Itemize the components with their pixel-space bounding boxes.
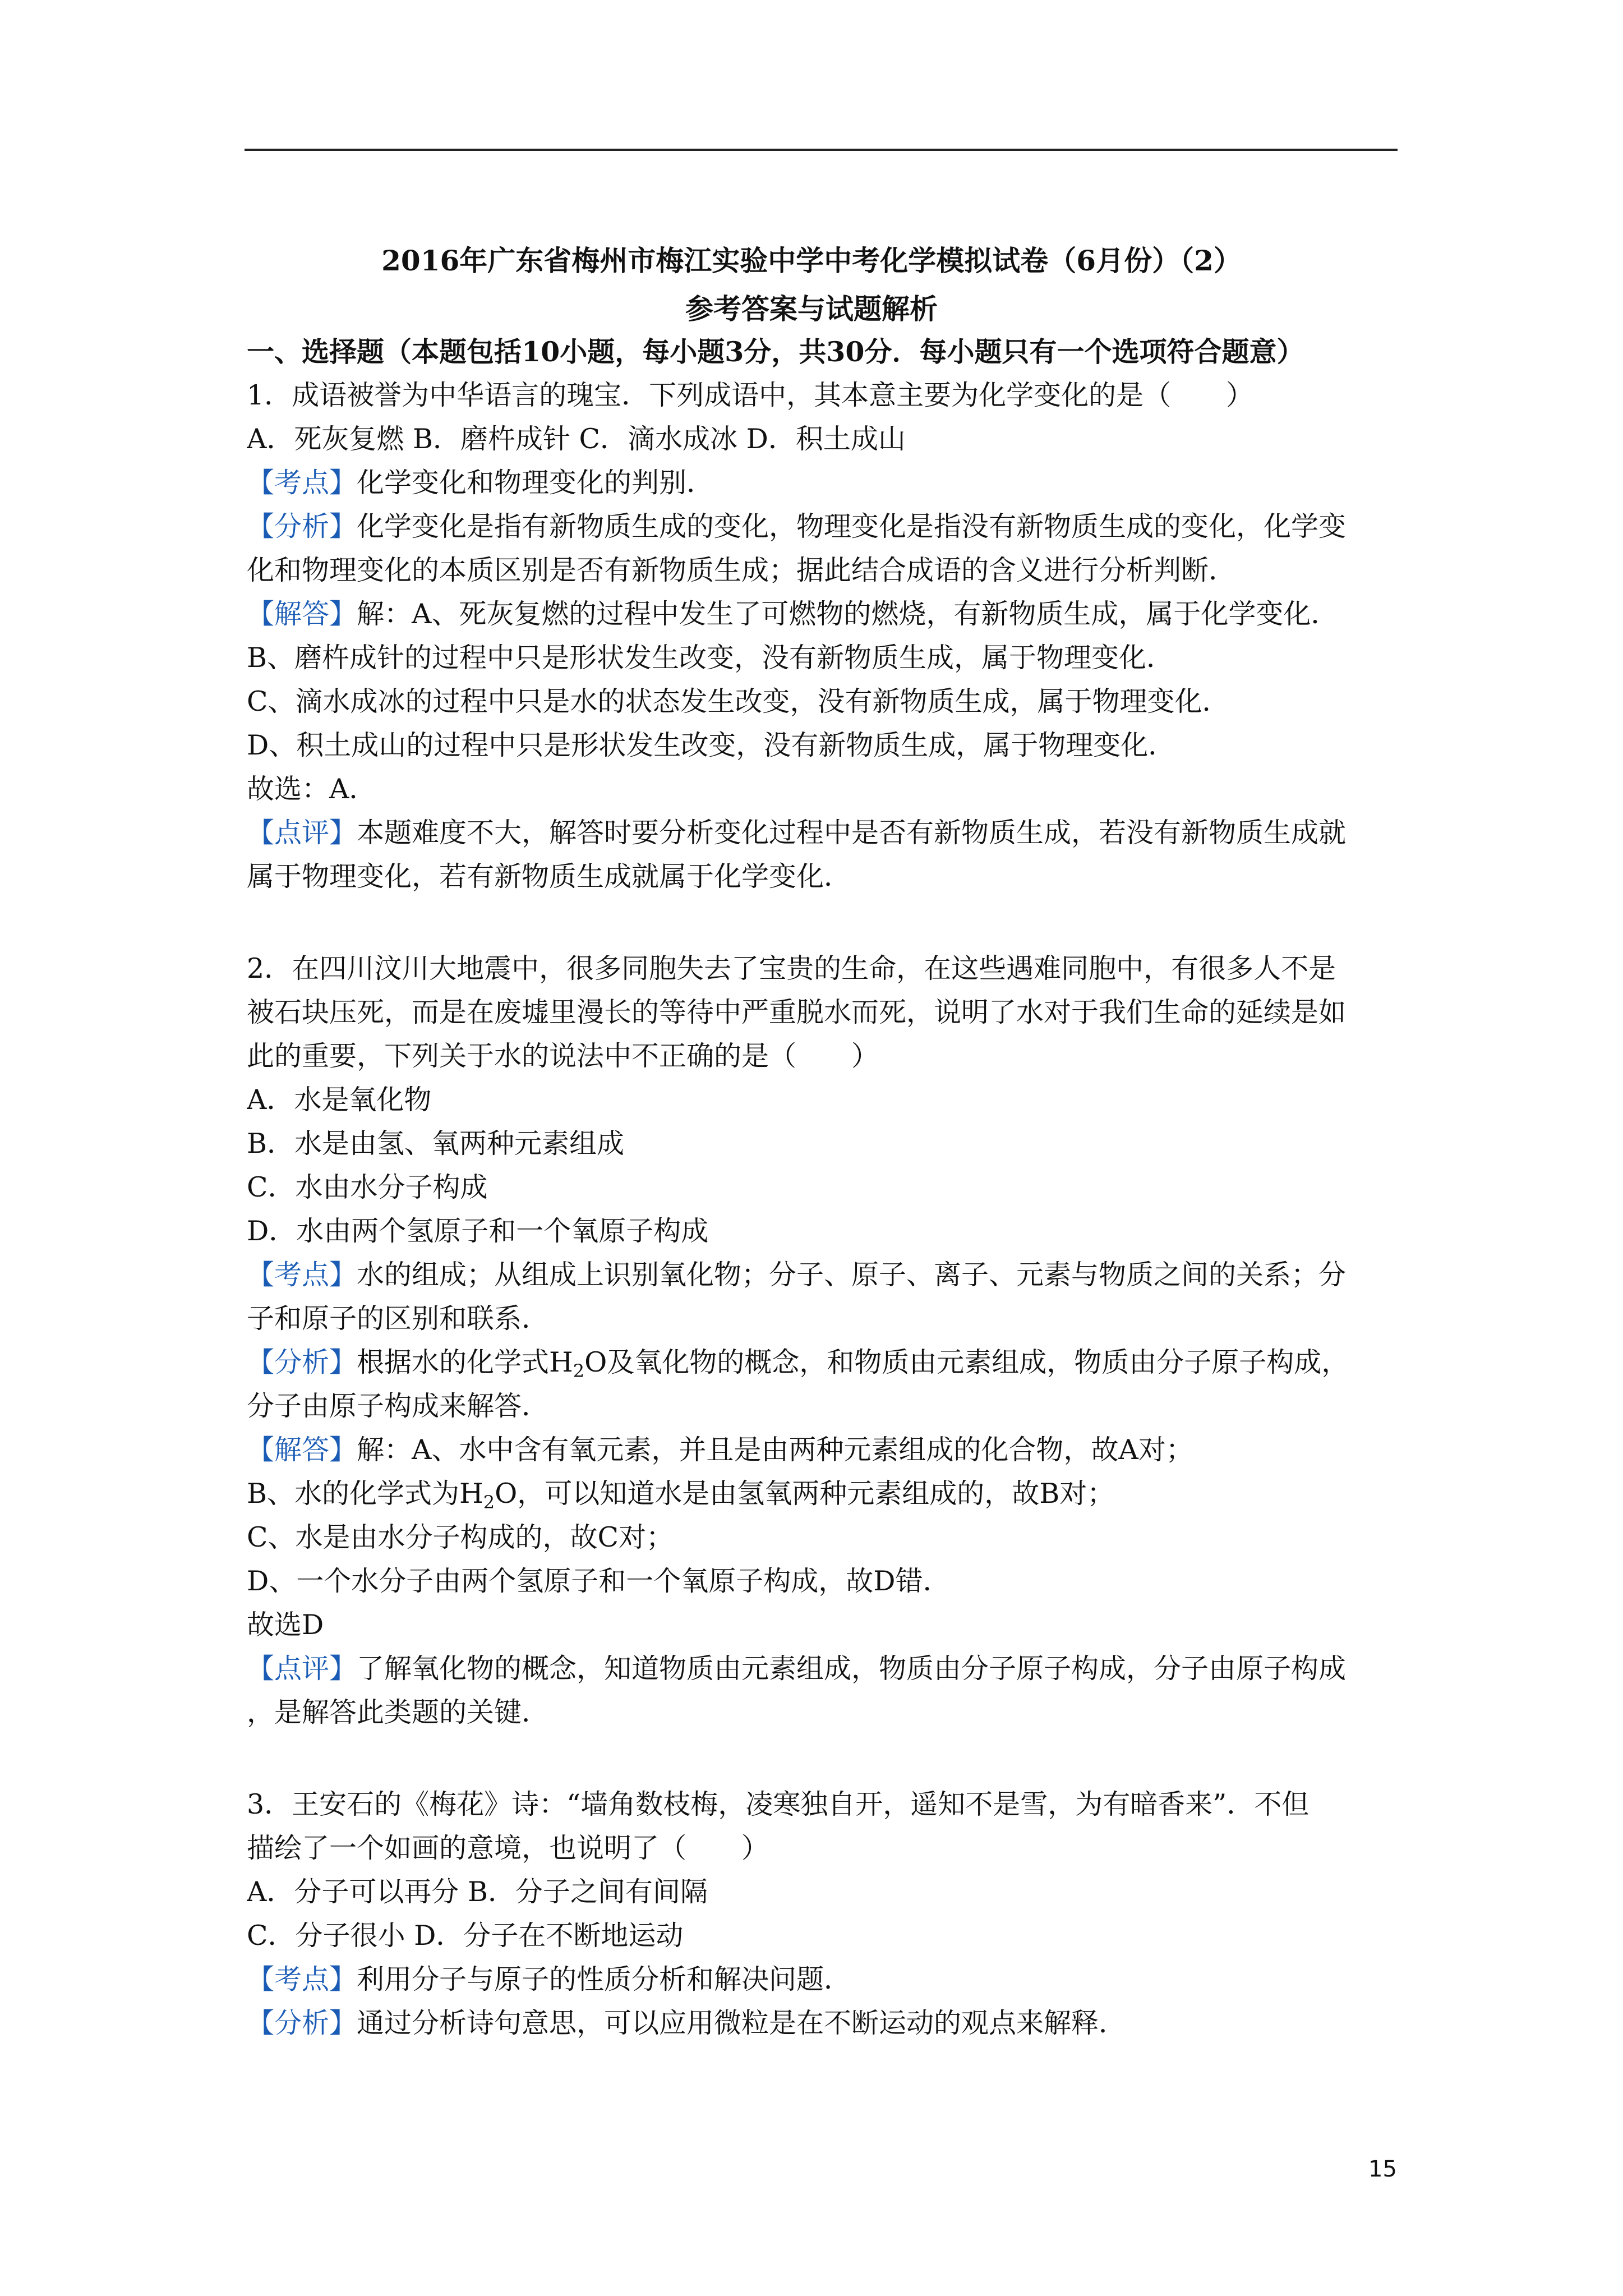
q2-option-c: C．水由水分子构成	[247, 1171, 488, 1203]
subscript-2: 2	[573, 1360, 585, 1382]
q3-fenxi	[247, 2001, 1396, 2045]
q3-kaodian-text: 利用分子与原子的性质分析和解决问题．	[357, 1963, 852, 1995]
q2-jieda-c: C、水是由水分子构成的，故C对；	[247, 1521, 674, 1553]
q2-dianping	[247, 1647, 1396, 1691]
dianping-tag: 【点评】	[247, 1653, 357, 1685]
q3-options-1: A．分子可以再分 B．分子之间有间隔	[247, 1876, 708, 1908]
q2-option-d: D．水由两个氢原子和一个氧原子构成	[247, 1215, 709, 1247]
kaodian-tag: 【考点】	[247, 467, 357, 499]
q1-fenxi-cont: 化和物理变化的本质区别是否有新物质生成；据此结合成语的含义进行分析判断．	[247, 554, 1237, 586]
page-subtitle: 参考答案与试题解析	[685, 292, 938, 325]
q1-kaodian-text: 化学变化和物理变化的判别．	[357, 467, 714, 499]
q3-fenxi-text: 通过分析诗句意思，可以应用微粒是在不断运动的观点来解释．	[357, 2007, 1127, 2039]
q2-kaodian-text: 水的组成；从组成上识别氧化物；分子、原子、离子、元素与物质之间的关系；分	[357, 1259, 1347, 1291]
q2-jieda-b-c: O，可以知道水是由氢氧两种元素组成的，故B对；	[495, 1478, 1115, 1510]
q2-jieda	[247, 1428, 1396, 1472]
q2-dianping-text: 了解氧化物的概念，知道物质由元素组成，物质由分子原子构成，分子由原子构成	[357, 1653, 1347, 1685]
jieda-tag: 【解答】	[247, 1434, 357, 1466]
q2-stem-2: 被石块压死，而是在废墟里漫长的等待中严重脱水而死，说明了水对于我们生命的延续是如	[247, 996, 1347, 1028]
q2-fenxi	[247, 1341, 1396, 1384]
q2-option-a: A．水是氧化物	[247, 1084, 432, 1116]
q2-answer: 故选D	[247, 1609, 324, 1641]
q2-stem: 2．在四川汶川大地震中，很多同胞失去了宝贵的生命，在这些遇难同胞中，有很多人不是	[247, 953, 1336, 984]
q1-fenxi-text: 化学变化是指有新物质生成的变化，物理变化是指没有新物质生成的变化，化学变	[357, 510, 1347, 542]
section-heading: 一、选择题（本题包括10小题，每小题3分，共30分．每小题只有一个选项符合题意）	[247, 335, 1304, 368]
page-title: 2016年广东省梅州市梅江实验中学中考化学模拟试卷（6月份）（2）	[381, 244, 1242, 277]
q1-fenxi	[247, 505, 1396, 549]
q1-jieda	[247, 592, 1396, 636]
q1-dianping-text: 本题难度不大，解答时要分析变化过程中是否有新物质生成，若没有新物质生成就	[357, 817, 1347, 849]
header-rule	[245, 149, 1398, 151]
q2-kaodian-cont: 子和原子的区别和联系．	[247, 1303, 550, 1335]
q1-options: A．死灰复燃 B．磨杵成针 C．滴水成冰 D．积土成山	[247, 423, 906, 455]
q1-dianping-cont: 属于物理变化，若有新物质生成就属于化学变化．	[247, 861, 852, 892]
q2-jieda-b	[247, 1472, 1396, 1516]
subscript-2: 2	[483, 1492, 495, 1513]
q2-jieda-d: D、一个水分子由两个氢原子和一个氧原子构成，故D错．	[247, 1565, 951, 1597]
q1-jieda-b: B、磨杵成针的过程中只是形状发生改变，没有新物质生成，属于物理变化．	[247, 642, 1174, 674]
q1-answer: 故选：A．	[247, 773, 377, 805]
q2-fenxi-text-c: O及氧化物的概念，和物质由元素组成，物质由分子原子构成，	[584, 1346, 1349, 1378]
fenxi-tag: 【分析】	[247, 510, 357, 542]
kaodian-tag: 【考点】	[247, 1259, 357, 1291]
q3-stem-2: 描绘了一个如画的意境，也说明了（ ）	[247, 1832, 769, 1864]
q2-jieda-b-a: B、水的化学式为H	[247, 1478, 483, 1510]
fenxi-tag: 【分析】	[247, 1346, 357, 1378]
q2-kaodian	[247, 1253, 1396, 1297]
q1-stem: 1．成语被誉为中华语言的瑰宝．下列成语中，其本意主要为化学变化的是（ ）	[247, 379, 1254, 411]
q1-jieda-c: C、滴水成冰的过程中只是水的状态发生改变，没有新物质生成，属于物理变化．	[247, 685, 1230, 717]
jieda-tag: 【解答】	[247, 598, 357, 630]
kaodian-tag: 【考点】	[247, 1963, 357, 1995]
q1-jieda-d: D、积土成山的过程中只是形状发生改变，没有新物质生成，属于物理变化．	[247, 729, 1176, 761]
fenxi-tag: 【分析】	[247, 2007, 357, 2039]
q2-stem-3: 此的重要，下列关于水的说法中不正确的是（ ）	[247, 1040, 879, 1072]
q2-fenxi-text-a: 根据水的化学式H	[357, 1346, 573, 1378]
q2-jieda-text: 解：A、水中含有氧元素，并且是由两种元素组成的化合物，故A对；	[357, 1434, 1193, 1466]
q3-kaodian	[247, 1958, 1396, 2001]
q2-fenxi-cont: 分子由原子构成来解答．	[247, 1390, 550, 1422]
q3-stem: 3．王安石的《梅花》诗：“墙角数枝梅，凌寒独自开，遥知不是雪，为有暗香来”．不但	[247, 1788, 1310, 1820]
q1-dianping	[247, 811, 1396, 855]
q1-jieda-text: 解：A、死灰复燃的过程中发生了可燃物的燃烧，有新物质生成，属于化学变化．	[357, 598, 1339, 630]
dianping-tag: 【点评】	[247, 817, 357, 849]
q2-dianping-cont: ，是解答此类题的关键．	[247, 1696, 550, 1728]
q1-kaodian	[247, 461, 1396, 505]
q3-options-2: C．分子很小 D．分子在不断地运动	[247, 1920, 684, 1952]
page-number: 15	[1368, 2156, 1397, 2182]
q2-option-b: B．水是由氢、氧两种元素组成	[247, 1128, 625, 1159]
document-body	[247, 330, 1396, 2045]
